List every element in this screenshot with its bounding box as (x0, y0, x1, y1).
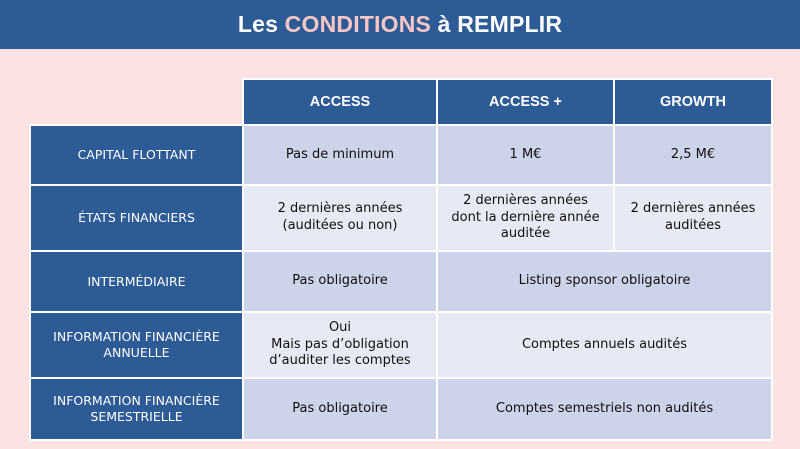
cell-intermediaire-access-plus-growth (437, 251, 772, 312)
row-label-line: CAPITAL FLOTTANT (77, 147, 196, 162)
cell-line: 2,5 M€ (670, 146, 716, 162)
cell-line: (auditées ou non) (282, 218, 398, 233)
table-corner (30, 79, 243, 125)
cell-semestrielle-access (243, 378, 437, 440)
cell-annuelle-access (243, 312, 437, 378)
title-suffix: REMPLIR (457, 11, 563, 37)
row-label-info-semestrielle (30, 378, 243, 440)
table-row-info-annuelle (30, 312, 772, 378)
cell-capital-growth (614, 125, 772, 185)
cell-intermediaire-access (243, 251, 437, 312)
row-label-line: ÉTATS FINANCIERS (78, 210, 195, 225)
title-prefix: Les (237, 11, 279, 37)
cell-line: dont la dernière année (451, 209, 600, 225)
cell-etats-access-plus (437, 185, 614, 251)
cell-etats-access (243, 185, 437, 251)
cell-line: Comptes semestriels non audités (495, 400, 714, 416)
cell-line: 2 dernières années (463, 193, 588, 209)
cell-capital-access-plus (437, 125, 614, 185)
column-header-access: ACCESS (243, 79, 437, 125)
title-highlight: CONDITIONS (284, 11, 432, 37)
row-label-intermediaire (30, 251, 243, 312)
cell-line: 2 dernières années (630, 201, 756, 217)
table-row-capital-flottant (30, 125, 772, 185)
conditions-table (29, 78, 773, 441)
cell-line: Pas obligatoire (292, 400, 388, 416)
cell-line: 2 dernières années (277, 201, 403, 217)
cell-line: Listing sponsor obligatoire (518, 273, 691, 289)
cell-line: Pas de minimum (285, 146, 395, 162)
cell-line: Comptes annuels audités (521, 336, 688, 352)
table-row-etats-financiers (30, 185, 772, 251)
table-row-intermediaire (30, 251, 772, 312)
row-label-line: INFORMATION FINANCIÈRE (53, 393, 220, 408)
cell-line: Mais pas d’obligation (271, 336, 409, 352)
cell-line: auditée (500, 226, 551, 242)
row-label-line: INFORMATION FINANCIÈRE (53, 329, 220, 344)
cell-semestrielle-access-plus-growth (437, 378, 772, 440)
row-label-line: SEMESTRIELLE (90, 409, 183, 424)
row-label-info-annuelle (30, 312, 243, 378)
cell-etats-growth (614, 185, 772, 251)
table-row-info-semestrielle (30, 378, 772, 440)
row-label-capital-flottant (30, 125, 243, 185)
cell-line: auditées (665, 218, 721, 233)
cell-line: 1 M€ (509, 146, 542, 162)
column-header-access-plus: ACCESS + (437, 79, 614, 125)
cell-annuelle-access-plus-growth (437, 312, 772, 378)
cell-capital-access (243, 125, 437, 185)
slide-title (0, 0, 800, 49)
title-connector: à (437, 11, 451, 37)
cell-line: Pas obligatoire (292, 273, 388, 289)
row-label-etats-financiers (30, 185, 243, 251)
cell-line: d’auditer les comptes (269, 353, 411, 369)
row-label-line: INTERMÉDIAIRE (87, 273, 186, 289)
column-header-growth: GROWTH (614, 79, 772, 125)
cell-line: Oui (328, 320, 352, 336)
table-header-row (30, 79, 772, 125)
row-label-line: ANNUELLE (103, 345, 170, 360)
